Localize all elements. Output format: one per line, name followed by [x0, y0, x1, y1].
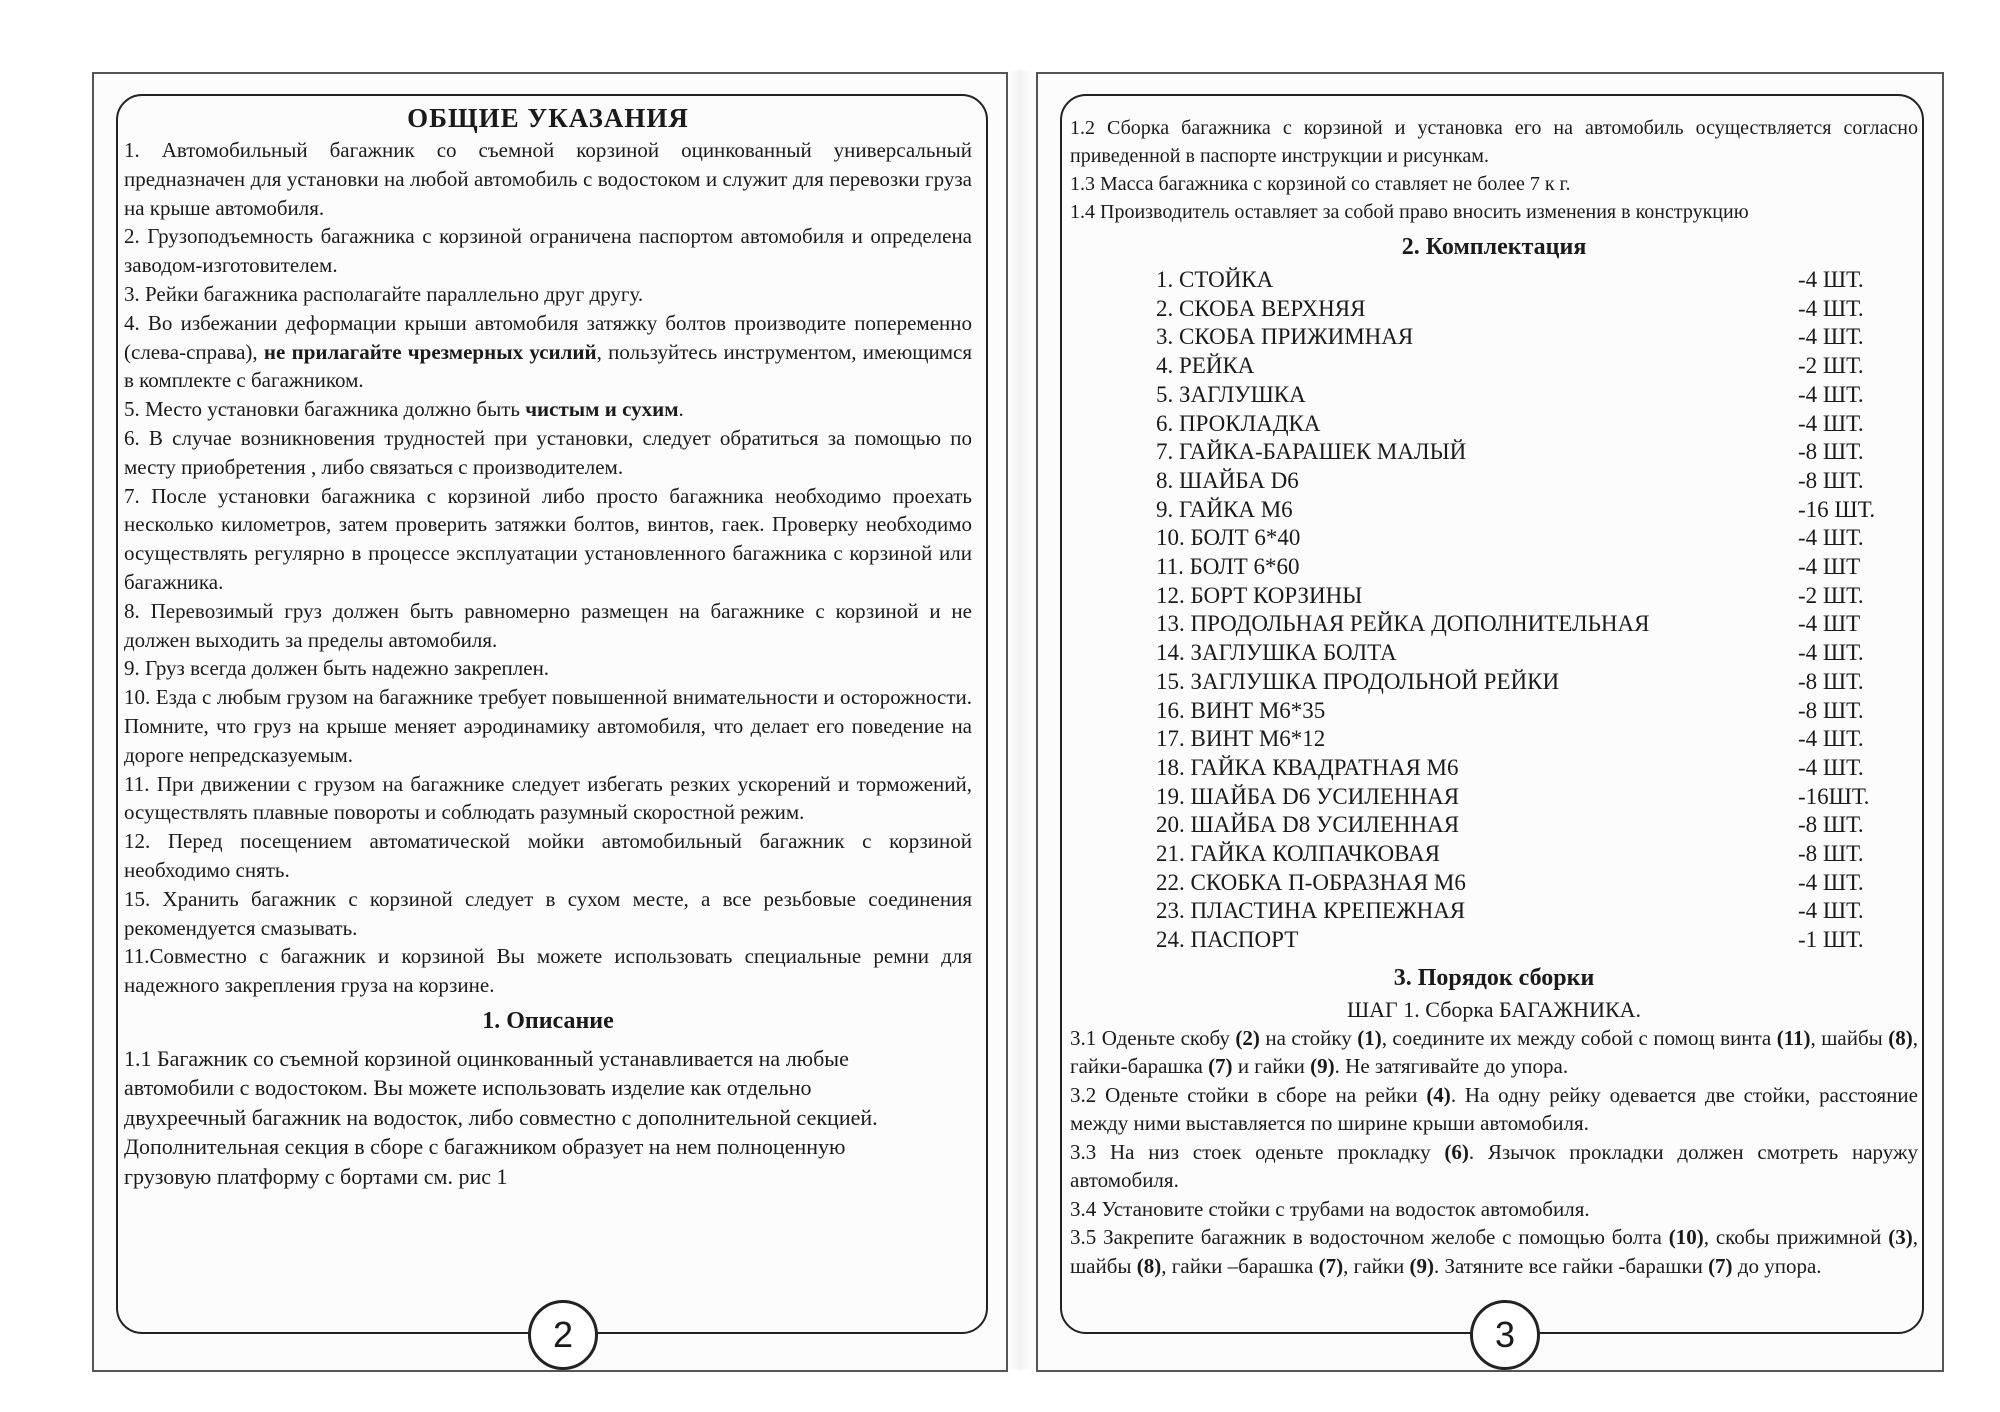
ref-num: (10) [1668, 1225, 1704, 1250]
part-name: 3. СКОБА ПРИЖИМНАЯ [1156, 324, 1414, 350]
parts-list-item [1070, 381, 1918, 410]
step-3-1-text: , гайки-барашка [1070, 1025, 1918, 1079]
ref-num: (1) [1357, 1025, 1382, 1050]
part-name: 17. ВИНТ М6*12 [1156, 726, 1326, 752]
ref-num: (7) [1318, 1253, 1344, 1278]
part-qty: -16ШТ. [1798, 783, 1870, 809]
step-3-5-text: 3.5 Закрепите багажник в водосточном желобе с помощью болта [1070, 1225, 1669, 1250]
step-3-2-text: 3.2 Оденьте стойки в сборе на рейки [1070, 1082, 1427, 1107]
step-3-2 [1070, 1081, 1918, 1138]
part-name: 13. ПРОДОЛЬНАЯ РЕЙКА ДОПОЛНИТЕЛЬНАЯ [1156, 611, 1650, 637]
part-qty: -8 ШТ. [1798, 668, 1864, 694]
parts-list-item [1070, 410, 1918, 439]
ref-num: (3) [1888, 1225, 1913, 1250]
parts-list-item [1070, 553, 1918, 582]
intro-1-3: 1.3 Масса багажника с корзиной со ставляет не более 7 к г. [1070, 173, 1571, 195]
section-1-title: 1. Описание [482, 1007, 614, 1034]
part-name: 21. ГАЙКА КОЛПАЧКОВАЯ [1156, 841, 1440, 867]
part-name: 20. ШАЙБА D8 УСИЛЕННАЯ [1156, 812, 1460, 838]
step-3-1-text: , соедините их между собой с помощ винта [1381, 1025, 1777, 1050]
section-1-text: 1.1 Багажник со съемной корзиной оцинкованный устанавливается на любые автомобили с водостоком. Вы можете использовать изделие как отдельно двухреечный багажник на водосток, либо совместно с дополнительной секцией. Дополнительная секция в сборе с багажником образует на нем полноценную грузовую платформу с бортами см. рис 1 [124, 1045, 878, 1189]
part-qty: -4 ШТ [1798, 554, 1861, 580]
page-fold [1008, 70, 1032, 1370]
step-3-1-text: 3.1 Оденьте скобу [1070, 1025, 1236, 1050]
parts-list-item [1070, 266, 1918, 295]
instruction-9: 9. Груз всегда должен быть надежно закреплен. [124, 656, 550, 681]
page-number-left: 2 [528, 1300, 598, 1370]
step-3-3 [1070, 1138, 1918, 1195]
step-3-5-text: , гайки [1343, 1253, 1410, 1278]
ref-num: (7) [1208, 1054, 1233, 1079]
instruction-3: 3. Рейки багажника располагайте параллельно друг другу. [124, 281, 644, 306]
part-qty: -16 ШТ. [1798, 496, 1876, 522]
parts-list-item [1070, 926, 1918, 955]
part-name: 7. ГАЙКА-БАРАШЕК МАЛЫЙ [1156, 439, 1467, 465]
ref-num: (11) [1776, 1025, 1811, 1050]
part-qty: -2 ШТ. [1798, 353, 1864, 379]
part-name: 11. БОЛТ 6*60 [1156, 554, 1300, 580]
step-3-3-text: . Язычок прокладки должен смотреть наружу автомобиля. [1070, 1139, 1918, 1193]
ref-num: (6) [1444, 1139, 1469, 1164]
part-name: 8. ШАЙБА D6 [1156, 467, 1299, 493]
parts-list-item [1070, 754, 1918, 783]
part-qty: -4 ШТ. [1798, 381, 1864, 407]
part-name: 18. ГАЙКА КВАДРАТНАЯ М6 [1156, 754, 1459, 780]
part-name: 9. ГАЙКА М6 [1156, 496, 1293, 522]
step-3-5-text: , гайки –барашка [1161, 1253, 1319, 1278]
instruction-4-text: 4. Во избежании деформации крыши автомобиля затяжку болтов производите попеременно (слева-справа), [124, 310, 972, 364]
part-name: 24. ПАСПОРТ [1156, 927, 1299, 953]
step-3-5 [1070, 1223, 1918, 1280]
parts-list-item [1070, 840, 1918, 869]
part-qty: -4 ШТ. [1798, 267, 1864, 292]
parts-list-item [1070, 295, 1918, 324]
right-page-content [1070, 114, 1918, 1280]
part-name: 14. ЗАГЛУШКА БОЛТА [1156, 640, 1397, 666]
step-3-1-text: , шайбы [1810, 1025, 1889, 1050]
part-qty: -4 ШТ. [1798, 324, 1864, 350]
part-qty: -8 ШТ. [1798, 697, 1864, 723]
part-name: 1. СТОЙКА [1156, 267, 1274, 292]
part-name: 22. СКОБКА П-ОБРАЗНАЯ М6 [1156, 869, 1466, 895]
intro-1-2: 1.2 Сборка багажника с корзиной и установка его на автомобиль осуществляется согласно приведенной в паспорте инструкции и рисункам. [1070, 117, 1918, 167]
instruction-12: 12. Перед посещением автоматической мойки автомобильный багажник с корзиной необходимо снять. [124, 829, 972, 882]
parts-list-item [1070, 668, 1918, 697]
step-3-1-text: на стойку [1259, 1025, 1358, 1050]
page-number-right: 3 [1470, 1300, 1540, 1370]
parts-list-item [1070, 496, 1918, 525]
part-name: 16. ВИНТ М6*35 [1156, 697, 1326, 723]
ref-num: (9) [1409, 1253, 1434, 1278]
step-3-3-text: 3.3 На низ стоек оденьте прокладку [1070, 1139, 1445, 1164]
instruction-4-tail: , пользуйтесь инструментом, имеющимся в комплекте с багажником. [124, 339, 972, 393]
parts-list-item [1070, 610, 1918, 639]
step-3-5-text: . Затяните все гайки -барашки [1433, 1253, 1709, 1278]
parts-list-item [1070, 639, 1918, 668]
parts-list-item [1070, 467, 1918, 496]
parts-list [1070, 266, 1918, 955]
ref-num: (7) [1708, 1253, 1733, 1278]
parts-list-item [1070, 897, 1918, 926]
parts-list-item [1070, 725, 1918, 754]
part-qty: -4 ШТ. [1798, 295, 1864, 321]
step-3-1-text: . Не затягивайте до упора. [1334, 1054, 1569, 1079]
parts-list-item [1070, 869, 1918, 898]
parts-list-item [1070, 352, 1918, 381]
part-qty: -8 ШТ. [1798, 812, 1864, 838]
part-qty: -8 ШТ. [1798, 439, 1864, 465]
parts-list-item [1070, 438, 1918, 467]
parts-list-item [1070, 524, 1918, 553]
part-qty: -8 ШТ. [1798, 467, 1864, 493]
step-1-title: ШАГ 1. Сборка БАГАЖНИКА. [1346, 996, 1642, 1022]
part-qty: -2 ШТ. [1798, 582, 1864, 608]
part-qty: -4 ШТ. [1798, 898, 1864, 924]
part-name: 19. ШАЙБА D6 УСИЛЕННАЯ [1156, 783, 1460, 809]
parts-list-item [1070, 811, 1918, 840]
step-3-1-text: и гайки [1232, 1054, 1311, 1079]
step-3-5-text: , скобы прижимной [1703, 1225, 1889, 1250]
part-name: 10. БОЛТ 6*40 [1156, 525, 1301, 551]
part-qty: -4 ШТ. [1798, 726, 1864, 752]
part-qty: -4 ШТ [1798, 611, 1861, 637]
part-qty: -4 ШТ. [1798, 525, 1864, 551]
part-qty: -4 ШТ. [1798, 640, 1864, 666]
step-3-5-text: , шайбы [1070, 1225, 1918, 1278]
parts-list-item [1070, 582, 1918, 611]
part-qty: -4 ШТ. [1798, 754, 1864, 780]
parts-list-item [1070, 697, 1918, 726]
left-page-content [124, 100, 972, 1191]
instruction-8: 8. Перевозимый груз должен быть равномерно размещен на багажнике с корзиной и не должен выходить за пределы автомобиля. [124, 598, 972, 652]
parts-list-item [1070, 323, 1918, 352]
ref-num: (4) [1426, 1082, 1451, 1107]
general-instructions-title: ОБЩИЕ УКАЗАНИЯ [407, 103, 689, 133]
ref-num: (8) [1136, 1253, 1162, 1278]
step-3-1 [1070, 1024, 1918, 1081]
instruction-11: 11. При движении с грузом на багажнике следует избегать резких ускорений и торможений, осуществлять плавные повороты и соблюдать разумный скоростной режим. [124, 771, 972, 825]
instruction-11b: 11.Совместно с багажник и корзиной Вы можете использовать специальные ремни для надежного закрепления груза на корзине. [124, 944, 972, 998]
part-qty: -4 ШТ. [1798, 410, 1864, 436]
part-name: 2. СКОБА ВЕРХНЯЯ [1156, 295, 1366, 321]
instruction-5-bold: чистым и сухим [525, 397, 679, 422]
instruction-7: 7. После установки багажника с корзиной либо просто багажника необходимо проехать несколько километров, затем проверить затяжки болтов, винтов, гаек. Проверку необходимо осуществлять регулярно в процессе эксплуатации установленного багажника с корзиной или багажника. [124, 483, 972, 594]
step-3-4: 3.4 Установите стойки с трубами на водосток автомобиля. [1070, 1196, 1590, 1221]
instruction-4-bold: не прилагайте чрезмерных усилий [263, 339, 597, 364]
part-name: 12. БОРТ КОРЗИНЫ [1156, 582, 1363, 608]
part-name: 15. ЗАГЛУШКА ПРОДОЛЬНОЙ РЕЙКИ [1156, 668, 1560, 694]
part-qty: -8 ШТ. [1798, 841, 1864, 867]
instruction-2: 2. Грузоподъемность багажника с корзиной ограничена паспортом автомобиля и определена заводом-изготовителем. [124, 224, 972, 278]
instruction-5-tail: . [678, 397, 684, 422]
part-name: 6. ПРОКЛАДКА [1156, 410, 1321, 436]
section-2-title: 2. Комплектация [1401, 234, 1587, 260]
part-name: 4. РЕЙКА [1156, 353, 1255, 379]
parts-list-item [1070, 783, 1918, 812]
section-3-title: 3. Порядок сборки [1393, 964, 1595, 991]
part-qty: -4 ШТ. [1798, 869, 1864, 895]
instruction-5-text: 5. Место установки багажника должно быть [124, 397, 526, 422]
instruction-6: 6. В случае возникновения трудностей при установки, следует обратиться за помощью по месту приобретения , либо связаться с производителем. [124, 425, 972, 479]
instruction-1: 1. Автомобильный багажник со съемной корзиной оцинкованный универсальный предназначен для установки на любой автомобиль с водостоком и служит для перевозки груза на крыше автомобиля. [124, 138, 972, 220]
intro-1-4: 1.4 Производитель оставляет за собой право вносить изменения в конструкцию [1070, 201, 1749, 223]
part-name: 23. ПЛАСТИНА КРЕПЕЖНАЯ [1156, 898, 1466, 924]
ref-num: (2) [1235, 1025, 1260, 1050]
instruction-4 [124, 309, 972, 395]
step-3-5-text: до упора. [1732, 1253, 1822, 1278]
ref-num: (9) [1310, 1054, 1335, 1079]
step-3-2-text: . На одну рейку одевается две стойки, расстояние между ними выставляется по ширине крыши автомобиля. [1070, 1082, 1918, 1136]
ref-num: (8) [1888, 1025, 1913, 1050]
instruction-15: 15. Хранить багажник с корзиной следует в сухом месте, а все резьбовые соединения рекомендуется смазывать. [124, 886, 972, 940]
part-name: 5. ЗАГЛУШКА [1156, 381, 1306, 407]
part-qty: -1 ШТ. [1798, 927, 1864, 953]
instruction-5 [124, 395, 972, 424]
instruction-10: 10. Езда с любым грузом на багажнике требует повышенной внимательности и осторожности. Помните, что груз на крыше меняет аэродинамику автомобиля, что делает его поведение на дороге непредсказуемым. [124, 685, 972, 767]
